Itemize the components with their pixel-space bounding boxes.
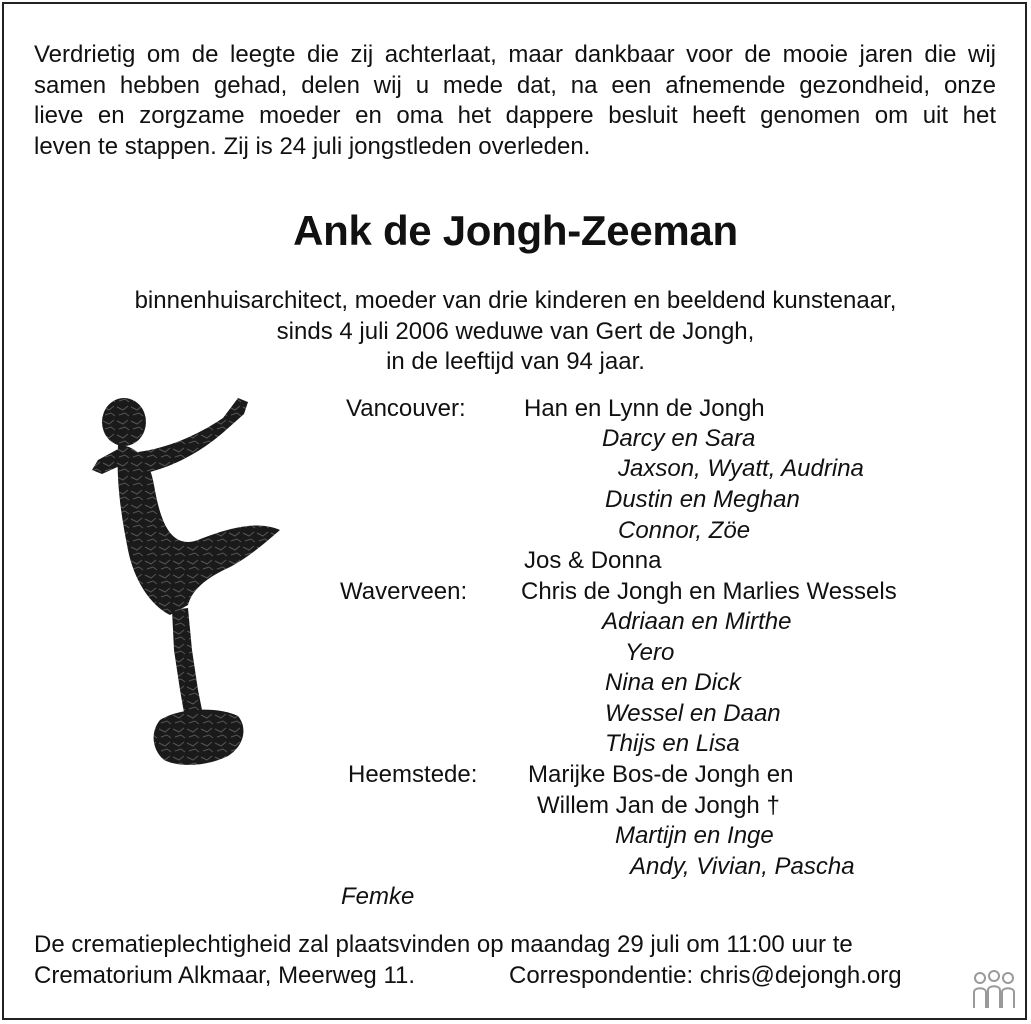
correspondence-address: Correspondentie: chris@dejongh.org: [509, 962, 902, 989]
intro-line: samen hebben gehad, delen wij u mede dat, na een afnemende gezondheid, onze: [34, 71, 996, 99]
deceased-name: Ank de Jongh-Zeeman: [293, 207, 738, 254]
place-heemstede: Heemstede:: [348, 761, 478, 788]
intro-line: Verdrietig om de leegte die zij achterlaat, maar dankbaar voor de mooie jaren die wij: [34, 41, 996, 68]
family-member: Nina en Dick: [605, 669, 742, 696]
family-member: Jos & Donna: [524, 547, 662, 574]
intro-line: lieve en zorgzame moeder en oma het dappere besluit heeft genomen om uit het: [34, 102, 996, 129]
subtitle-line: sinds 4 juli 2006 weduwe van Gert de Jongh,: [276, 318, 755, 345]
intro-text: [34, 40, 996, 162]
family-member: Femke: [341, 883, 415, 910]
family-member: Connor, Zöe: [618, 517, 751, 544]
place-vancouver: Vancouver:: [346, 395, 466, 422]
family-member: Wessel en Daan: [605, 700, 781, 727]
subtitle-line: in de leeftijd van 94 jaar.: [386, 348, 645, 375]
ceremony-location: Crematorium Alkmaar, Meerweg 11.: [34, 962, 416, 989]
family-member: Martijn en Inge: [615, 822, 774, 849]
intro-line: leven te stappen. Zij is 24 juli jongstleden overleden.: [34, 132, 591, 160]
people-group-icon: [970, 968, 1018, 1010]
dancer-sculpture-image: [88, 390, 288, 790]
family-parents: Willem Jan de Jongh †: [537, 792, 780, 819]
ceremony-info: De crematieplechtigheid zal plaatsvinden op maandag 29 juli om 11:00 uur te: [34, 931, 853, 958]
place-waverveen: Waverveen:: [340, 578, 468, 605]
family-parents: Marijke Bos-de Jongh en: [528, 761, 794, 788]
family-parents: Han en Lynn de Jongh: [524, 395, 765, 422]
family-member: Yero: [625, 639, 675, 666]
family-parents: Chris de Jongh en Marlies Wessels: [521, 578, 897, 605]
subtitle-line: binnenhuisarchitect, moeder van drie kinderen en beeldend kunstenaar,: [134, 287, 897, 314]
family-member: Dustin en Meghan: [605, 486, 800, 513]
family-member: Adriaan en Mirthe: [602, 608, 792, 635]
family-member: Jaxson, Wyatt, Audrina: [618, 455, 864, 482]
family-member: Andy, Vivian, Pascha: [630, 853, 855, 880]
family-member: Thijs en Lisa: [605, 730, 740, 757]
family-member: Darcy en Sara: [602, 425, 756, 452]
